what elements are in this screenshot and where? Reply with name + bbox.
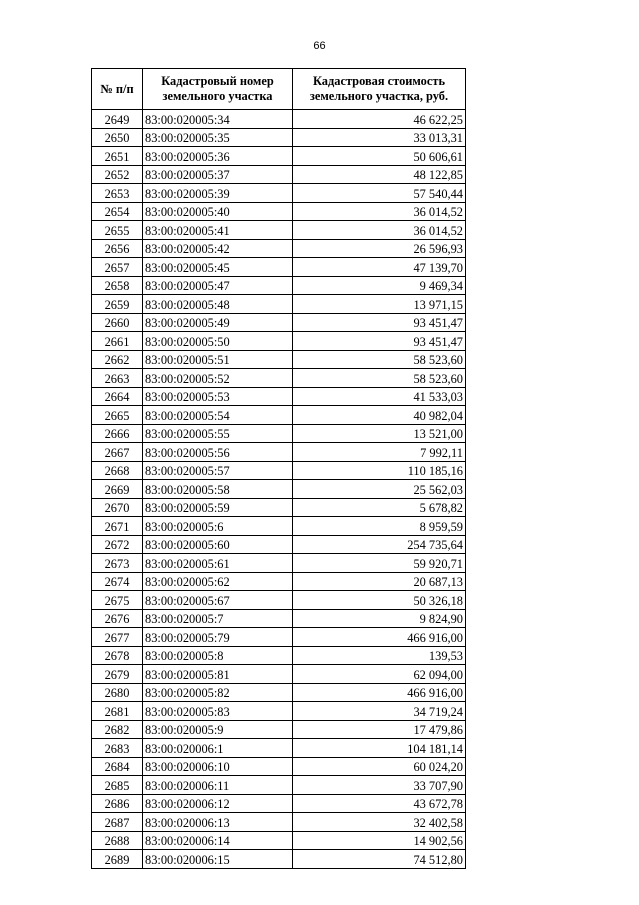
table-row bbox=[92, 461, 466, 480]
cadastral-value-cell: 60 024,20 bbox=[293, 757, 466, 776]
cadastral-number-cell: 83:00:020006:11 bbox=[143, 776, 293, 795]
row-number-cell: 2684 bbox=[92, 757, 143, 776]
cadastral-number-cell: 83:00:020005:42 bbox=[143, 239, 293, 258]
cadastral-number-cell: 83:00:020005:50 bbox=[143, 332, 293, 351]
row-number-cell: 2650 bbox=[92, 128, 143, 147]
cadastral-value-cell: 46 622,25 bbox=[293, 110, 466, 129]
cadastral-number-cell: 83:00:020006:1 bbox=[143, 739, 293, 758]
cadastral-value-cell: 36 014,52 bbox=[293, 221, 466, 240]
table-row bbox=[92, 332, 466, 351]
row-number-cell: 2652 bbox=[92, 165, 143, 184]
cadastral-number-cell: 83:00:020005:6 bbox=[143, 517, 293, 536]
table-row bbox=[92, 258, 466, 277]
cadastral-number-cell: 83:00:020005:48 bbox=[143, 295, 293, 314]
cadastral-number-cell: 83:00:020005:53 bbox=[143, 387, 293, 406]
row-number-cell: 2654 bbox=[92, 202, 143, 221]
row-number-cell: 2683 bbox=[92, 739, 143, 758]
row-number-cell: 2678 bbox=[92, 646, 143, 665]
cadastral-value-cell: 40 982,04 bbox=[293, 406, 466, 425]
table-row bbox=[92, 276, 466, 295]
row-number-cell: 2661 bbox=[92, 332, 143, 351]
table-row bbox=[92, 387, 466, 406]
table-row bbox=[92, 609, 466, 628]
cadastral-value-cell: 74 512,80 bbox=[293, 850, 466, 869]
cadastral-number-cell: 83:00:020006:10 bbox=[143, 757, 293, 776]
cadastral-value-cell: 33 013,31 bbox=[293, 128, 466, 147]
cadastral-value-cell: 93 451,47 bbox=[293, 313, 466, 332]
cadastral-number-cell: 83:00:020005:83 bbox=[143, 702, 293, 721]
row-number-cell: 2649 bbox=[92, 110, 143, 129]
row-number-cell: 2681 bbox=[92, 702, 143, 721]
cadastral-value-cell: 58 523,60 bbox=[293, 350, 466, 369]
row-number-cell: 2668 bbox=[92, 461, 143, 480]
cadastral-number-cell: 83:00:020005:39 bbox=[143, 184, 293, 203]
table-row bbox=[92, 739, 466, 758]
cadastral-value-cell: 8 959,59 bbox=[293, 517, 466, 536]
table-row bbox=[92, 110, 466, 129]
row-number-cell: 2662 bbox=[92, 350, 143, 369]
cadastral-number-cell: 83:00:020005:45 bbox=[143, 258, 293, 277]
table-row bbox=[92, 350, 466, 369]
table-row bbox=[92, 720, 466, 739]
cadastral-number-cell: 83:00:020005:7 bbox=[143, 609, 293, 628]
cadastral-value-cell: 62 094,00 bbox=[293, 665, 466, 684]
table-row bbox=[92, 165, 466, 184]
row-number-cell: 2659 bbox=[92, 295, 143, 314]
header-cadastral-value: Кадастровая стоимость земельного участка, руб. bbox=[293, 69, 466, 110]
cadastral-value-cell: 33 707,90 bbox=[293, 776, 466, 795]
table-row bbox=[92, 757, 466, 776]
cadastral-value-cell: 50 606,61 bbox=[293, 147, 466, 166]
table-row bbox=[92, 295, 466, 314]
row-number-cell: 2651 bbox=[92, 147, 143, 166]
cadastral-value-cell: 9 469,34 bbox=[293, 276, 466, 295]
cadastral-value-cell: 41 533,03 bbox=[293, 387, 466, 406]
table-row bbox=[92, 239, 466, 258]
cadastral-value-cell: 32 402,58 bbox=[293, 813, 466, 832]
row-number-cell: 2658 bbox=[92, 276, 143, 295]
cadastral-number-cell: 83:00:020006:15 bbox=[143, 850, 293, 869]
row-number-cell: 2670 bbox=[92, 498, 143, 517]
cadastral-number-cell: 83:00:020005:51 bbox=[143, 350, 293, 369]
cadastral-value-cell: 7 992,11 bbox=[293, 443, 466, 462]
cadastral-value-cell: 17 479,86 bbox=[293, 720, 466, 739]
cadastral-number-cell: 83:00:020005:56 bbox=[143, 443, 293, 462]
row-number-cell: 2664 bbox=[92, 387, 143, 406]
cadastral-number-cell: 83:00:020006:13 bbox=[143, 813, 293, 832]
cadastral-value-cell: 466 916,00 bbox=[293, 628, 466, 647]
cadastral-number-cell: 83:00:020005:41 bbox=[143, 221, 293, 240]
cadastral-number-cell: 83:00:020005:34 bbox=[143, 110, 293, 129]
table-row bbox=[92, 831, 466, 850]
cadastral-value-cell: 104 181,14 bbox=[293, 739, 466, 758]
cadastral-value-cell: 110 185,16 bbox=[293, 461, 466, 480]
cadastral-value-cell: 139,53 bbox=[293, 646, 466, 665]
cadastral-value-cell: 50 326,18 bbox=[293, 591, 466, 610]
table-row bbox=[92, 147, 466, 166]
cadastral-number-cell: 83:00:020006:14 bbox=[143, 831, 293, 850]
row-number-cell: 2665 bbox=[92, 406, 143, 425]
cadastral-value-cell: 20 687,13 bbox=[293, 572, 466, 591]
cadastral-number-cell: 83:00:020005:61 bbox=[143, 554, 293, 573]
row-number-cell: 2653 bbox=[92, 184, 143, 203]
cadastral-value-cell: 13 521,00 bbox=[293, 424, 466, 443]
header-row-number: № п/п bbox=[92, 69, 143, 110]
table-row bbox=[92, 683, 466, 702]
row-number-cell: 2676 bbox=[92, 609, 143, 628]
table-row bbox=[92, 517, 466, 536]
cadastral-value-cell: 58 523,60 bbox=[293, 369, 466, 388]
cadastral-value-cell: 43 672,78 bbox=[293, 794, 466, 813]
cadastral-number-cell: 83:00:020005:81 bbox=[143, 665, 293, 684]
table-row bbox=[92, 794, 466, 813]
cadastral-number-cell: 83:00:020005:40 bbox=[143, 202, 293, 221]
row-number-cell: 2666 bbox=[92, 424, 143, 443]
header-cadastral-number: Кадастровый номер земельного участка bbox=[143, 69, 293, 110]
cadastral-value-cell: 466 916,00 bbox=[293, 683, 466, 702]
table-row bbox=[92, 776, 466, 795]
table-row bbox=[92, 628, 466, 647]
table-row bbox=[92, 424, 466, 443]
table-header bbox=[92, 69, 466, 110]
row-number-cell: 2679 bbox=[92, 665, 143, 684]
row-number-cell: 2673 bbox=[92, 554, 143, 573]
table-row bbox=[92, 498, 466, 517]
cadastral-value-cell: 26 596,93 bbox=[293, 239, 466, 258]
row-number-cell: 2674 bbox=[92, 572, 143, 591]
cadastral-value-cell: 59 920,71 bbox=[293, 554, 466, 573]
cadastral-number-cell: 83:00:020005:60 bbox=[143, 535, 293, 554]
cadastral-value-cell: 254 735,64 bbox=[293, 535, 466, 554]
row-number-cell: 2675 bbox=[92, 591, 143, 610]
cadastral-number-cell: 83:00:020005:49 bbox=[143, 313, 293, 332]
table-row bbox=[92, 202, 466, 221]
table-row bbox=[92, 850, 466, 869]
cadastral-value-cell: 34 719,24 bbox=[293, 702, 466, 721]
table-row bbox=[92, 535, 466, 554]
cadastral-number-cell: 83:00:020005:57 bbox=[143, 461, 293, 480]
cadastral-value-cell: 5 678,82 bbox=[293, 498, 466, 517]
table-row bbox=[92, 572, 466, 591]
cadastral-number-cell: 83:00:020005:47 bbox=[143, 276, 293, 295]
cadastral-value-cell: 57 540,44 bbox=[293, 184, 466, 203]
row-number-cell: 2655 bbox=[92, 221, 143, 240]
cadastral-number-cell: 83:00:020005:82 bbox=[143, 683, 293, 702]
table-row bbox=[92, 369, 466, 388]
row-number-cell: 2677 bbox=[92, 628, 143, 647]
table-row bbox=[92, 702, 466, 721]
cadastral-number-cell: 83:00:020005:58 bbox=[143, 480, 293, 499]
row-number-cell: 2687 bbox=[92, 813, 143, 832]
row-number-cell: 2671 bbox=[92, 517, 143, 536]
table-row bbox=[92, 480, 466, 499]
table-row bbox=[92, 554, 466, 573]
cadastral-value-cell: 47 139,70 bbox=[293, 258, 466, 277]
row-number-cell: 2669 bbox=[92, 480, 143, 499]
table-row bbox=[92, 406, 466, 425]
cadastral-value-cell: 14 902,56 bbox=[293, 831, 466, 850]
cadastral-value-cell: 48 122,85 bbox=[293, 165, 466, 184]
table-row bbox=[92, 184, 466, 203]
row-number-cell: 2682 bbox=[92, 720, 143, 739]
cadastral-number-cell: 83:00:020005:8 bbox=[143, 646, 293, 665]
table-row bbox=[92, 646, 466, 665]
table-row bbox=[92, 443, 466, 462]
row-number-cell: 2657 bbox=[92, 258, 143, 277]
table-row bbox=[92, 313, 466, 332]
cadastral-number-cell: 83:00:020005:36 bbox=[143, 147, 293, 166]
cadastral-value-cell: 36 014,52 bbox=[293, 202, 466, 221]
row-number-cell: 2680 bbox=[92, 683, 143, 702]
cadastral-number-cell: 83:00:020005:35 bbox=[143, 128, 293, 147]
row-number-cell: 2688 bbox=[92, 831, 143, 850]
cadastral-number-cell: 83:00:020005:9 bbox=[143, 720, 293, 739]
cadastral-value-table bbox=[91, 68, 466, 869]
cadastral-number-cell: 83:00:020005:79 bbox=[143, 628, 293, 647]
cadastral-value-cell: 25 562,03 bbox=[293, 480, 466, 499]
table-row bbox=[92, 665, 466, 684]
table-row bbox=[92, 128, 466, 147]
table-row bbox=[92, 813, 466, 832]
row-number-cell: 2672 bbox=[92, 535, 143, 554]
table-row bbox=[92, 591, 466, 610]
cadastral-number-cell: 83:00:020006:12 bbox=[143, 794, 293, 813]
row-number-cell: 2689 bbox=[92, 850, 143, 869]
row-number-cell: 2663 bbox=[92, 369, 143, 388]
cadastral-value-cell: 9 824,90 bbox=[293, 609, 466, 628]
cadastral-value-cell: 13 971,15 bbox=[293, 295, 466, 314]
row-number-cell: 2667 bbox=[92, 443, 143, 462]
row-number-cell: 2686 bbox=[92, 794, 143, 813]
cadastral-number-cell: 83:00:020005:54 bbox=[143, 406, 293, 425]
row-number-cell: 2656 bbox=[92, 239, 143, 258]
page-number: 66 bbox=[313, 40, 326, 52]
row-number-cell: 2660 bbox=[92, 313, 143, 332]
cadastral-number-cell: 83:00:020005:37 bbox=[143, 165, 293, 184]
cadastral-number-cell: 83:00:020005:67 bbox=[143, 591, 293, 610]
table-body bbox=[92, 110, 466, 869]
table-row bbox=[92, 221, 466, 240]
cadastral-number-cell: 83:00:020005:52 bbox=[143, 369, 293, 388]
cadastral-number-cell: 83:00:020005:55 bbox=[143, 424, 293, 443]
cadastral-number-cell: 83:00:020005:62 bbox=[143, 572, 293, 591]
cadastral-number-cell: 83:00:020005:59 bbox=[143, 498, 293, 517]
header-row bbox=[92, 69, 466, 110]
cadastral-value-cell: 93 451,47 bbox=[293, 332, 466, 351]
row-number-cell: 2685 bbox=[92, 776, 143, 795]
